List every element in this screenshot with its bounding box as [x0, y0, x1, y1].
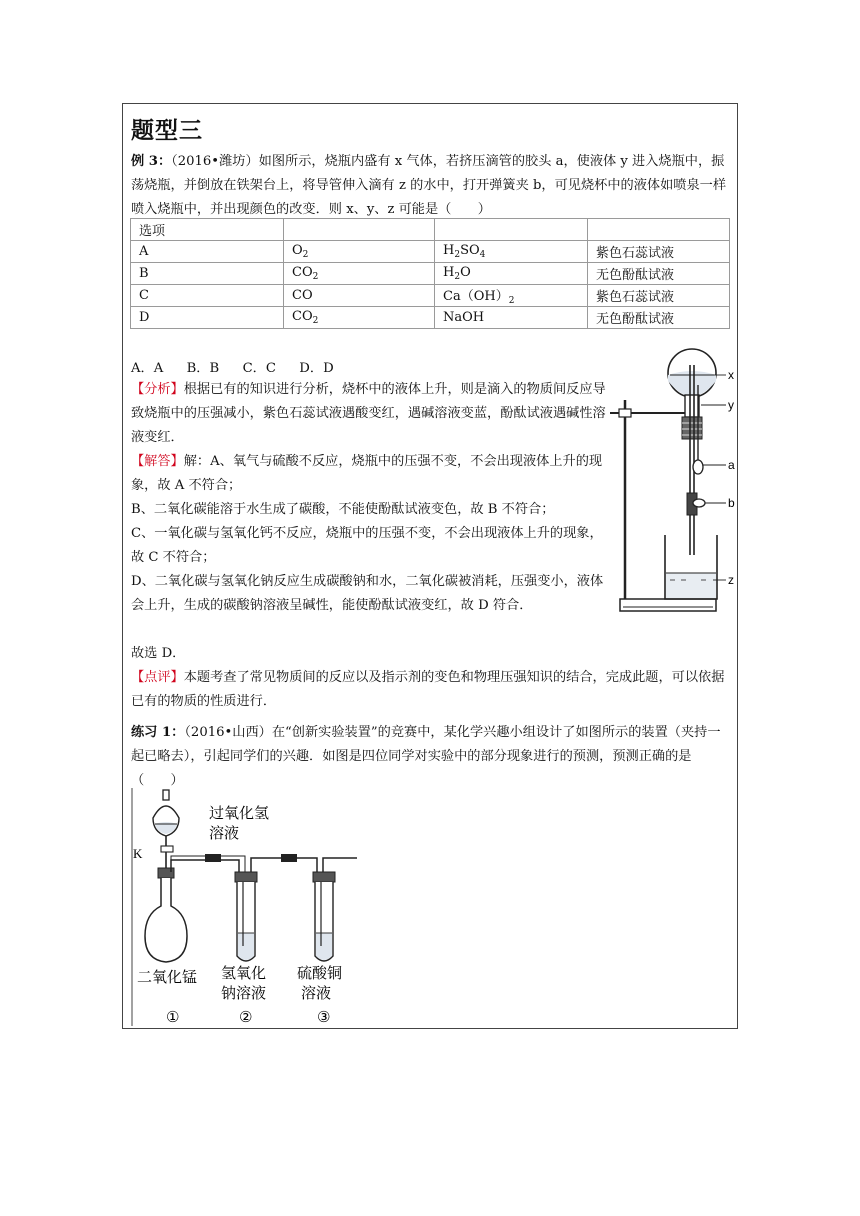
z-cell: 无色酚酞试液	[588, 307, 730, 329]
table-row	[131, 263, 730, 285]
tube3-liquid	[316, 933, 332, 960]
pinch-clamp-b	[693, 499, 705, 507]
table-header-cell	[284, 219, 435, 241]
x-formula: CO	[292, 309, 313, 324]
stopper	[682, 417, 702, 439]
beaker-liquid	[666, 573, 716, 598]
x-formula: CO	[292, 288, 313, 303]
label-x: x	[728, 368, 734, 382]
solution-text: 解：A、氧气与硫酸不反应，烧瓶中的压强不变，不会出现液体上升的现象，故 A 不符合；	[131, 454, 603, 493]
funnel-stopper	[163, 790, 169, 800]
label-naoh-1: 氢氧化	[221, 964, 267, 982]
table-row	[131, 307, 730, 329]
label-n1: ①	[166, 1008, 180, 1026]
x-cell	[284, 285, 435, 307]
y-subscript: 2	[454, 250, 461, 260]
label-h2o2-1: 过氧化氢	[209, 804, 270, 822]
example-label: 例 3：	[131, 154, 172, 169]
label-n3: ③	[317, 1008, 331, 1026]
table-row	[131, 285, 730, 307]
clamp-boss	[619, 409, 631, 417]
exercise-label: 练习 1：	[131, 725, 185, 740]
rubber-connector	[205, 854, 221, 862]
x-formula: CO	[292, 265, 313, 280]
exercise-stem	[131, 721, 731, 793]
z-cell: 紫色石蕊试液	[588, 241, 730, 263]
analysis-paragraph	[131, 378, 609, 450]
y-formula: NaOH	[443, 310, 485, 325]
x-cell	[284, 307, 435, 329]
label-n2: ②	[239, 1008, 253, 1026]
y-cell	[435, 307, 588, 329]
tube2-stopper	[235, 872, 257, 882]
table-row	[131, 241, 730, 263]
label-a: a	[728, 458, 735, 472]
solution-b: B、二氧化碳能溶于水生成了碳酸，不能使酚酞试液变色，故 B 不符合；	[131, 502, 555, 517]
example-stem-text: （2016•潍坊）如图所示，烧瓶内盛有 x 气体，若挤压滴管的胶头 a，使液体 y 进入烧瓶中，振荡烧瓶，并倒放在铁架台上，将导管伸入滴有 z 的水中，打开弹簧夹 b，可见烧杯中的液体如喷泉一样喷入烧瓶中，并出现颜色的改变．则 x、y、z 可能是（ ）	[131, 154, 727, 217]
option-letter: A	[131, 241, 284, 263]
comment-text: 本题考查了常见物质间的反应以及指示剂的变色和物理压强知识的结合，完成此题，可以依据已有的物质的性质进行．	[131, 670, 725, 709]
analysis-label: 【分析】	[131, 382, 184, 397]
y-cell	[435, 241, 588, 263]
x-subscript: 2	[312, 316, 319, 326]
tube2-liquid	[238, 933, 254, 960]
example-stem	[131, 150, 731, 222]
option-letter: D	[131, 307, 284, 329]
x-subscript: 2	[302, 250, 309, 260]
label-z: z	[728, 573, 734, 587]
option-letter: C	[131, 285, 284, 307]
flask-neck	[685, 395, 699, 417]
label-cuso4-1: 硫酸铜	[297, 964, 343, 982]
z-cell: 紫色石蕊试液	[588, 285, 730, 307]
solution-c: C、一氧化碳与氢氧化钙不反应，烧瓶中的压强不变，不会出现液体上升的现象，故 C 不符合；	[131, 526, 603, 565]
round-bottom-flask	[145, 878, 187, 962]
y-subscript-2: 4	[479, 250, 486, 260]
y-cell	[435, 285, 588, 307]
tube3-stopper	[313, 872, 335, 882]
options-table	[130, 218, 730, 329]
stopcock-k	[161, 846, 173, 852]
y-formula-rest: O	[460, 265, 471, 280]
y-formula: Ca（OH）	[443, 289, 509, 304]
label-cuso4-2: 溶液	[301, 984, 332, 1002]
fountain-apparatus-figure	[605, 345, 735, 620]
x-cell	[284, 263, 435, 285]
x-subscript: 2	[312, 272, 319, 282]
label-mno2: 二氧化锰	[137, 968, 198, 986]
final-answer: 故选 D．	[131, 646, 186, 661]
comment-paragraph	[131, 666, 731, 714]
dropper-bulb-a	[693, 460, 703, 474]
label-k: K	[133, 846, 143, 861]
y-subscript: 2	[454, 272, 461, 282]
section-title: 题型三	[131, 118, 203, 144]
solution-paragraph	[131, 450, 609, 498]
y-subscript: 2	[508, 296, 515, 306]
label-b: b	[728, 496, 735, 510]
comment-label: 【点评】	[131, 670, 184, 685]
option-letter: B	[131, 263, 284, 285]
x-cell	[284, 241, 435, 263]
z-cell: 无色酚酞试液	[588, 263, 730, 285]
gas-apparatus-figure	[131, 788, 361, 1028]
x-formula: O	[292, 243, 303, 258]
label-h2o2-2: 溶液	[209, 824, 240, 842]
solution-d: D、二氧化碳与氢氧化钠反应生成碳酸钠和水，二氧化碳被消耗，压强变小，液体会上升，生成的碳酸钠溶液呈碱性，能使酚酞试液变红，故 D 符合．	[131, 574, 604, 613]
y-formula: H	[443, 265, 455, 280]
answer-choices: A．A B．B C．C D．D	[131, 361, 334, 376]
solution-label: 【解答】	[131, 454, 184, 469]
y-formula: H	[443, 243, 455, 258]
stand-base	[620, 599, 716, 611]
table-header-cell	[435, 219, 588, 241]
exercise-stem-text: （2016•山西）在“创新实验装置”的竞赛中，某化学兴趣小组设计了如图所示的装置（夹持一起已略去），引起同学们的兴趣．如图是四位同学对实验中的部分现象进行的预测，预测正确的是（ ）	[131, 725, 721, 788]
label-naoh-2: 钠溶液	[221, 984, 267, 1002]
analysis-text: 根据已有的知识进行分析，烧杯中的液体上升，则是滴入的物质间反应导致烧瓶中的压强减小，紫色石蕊试液遇酸变红，遇碱溶液变蓝，酚酞试液遇碱性溶液变红．	[131, 382, 606, 445]
y-formula-rest: SO	[460, 243, 480, 258]
table-header-cell: 选项	[131, 219, 284, 241]
table-header-cell	[588, 219, 730, 241]
rubber-connector	[281, 854, 297, 862]
label-y: y	[728, 398, 734, 412]
y-cell	[435, 263, 588, 285]
table-header-row	[131, 219, 730, 241]
outlet-tube	[323, 858, 357, 872]
